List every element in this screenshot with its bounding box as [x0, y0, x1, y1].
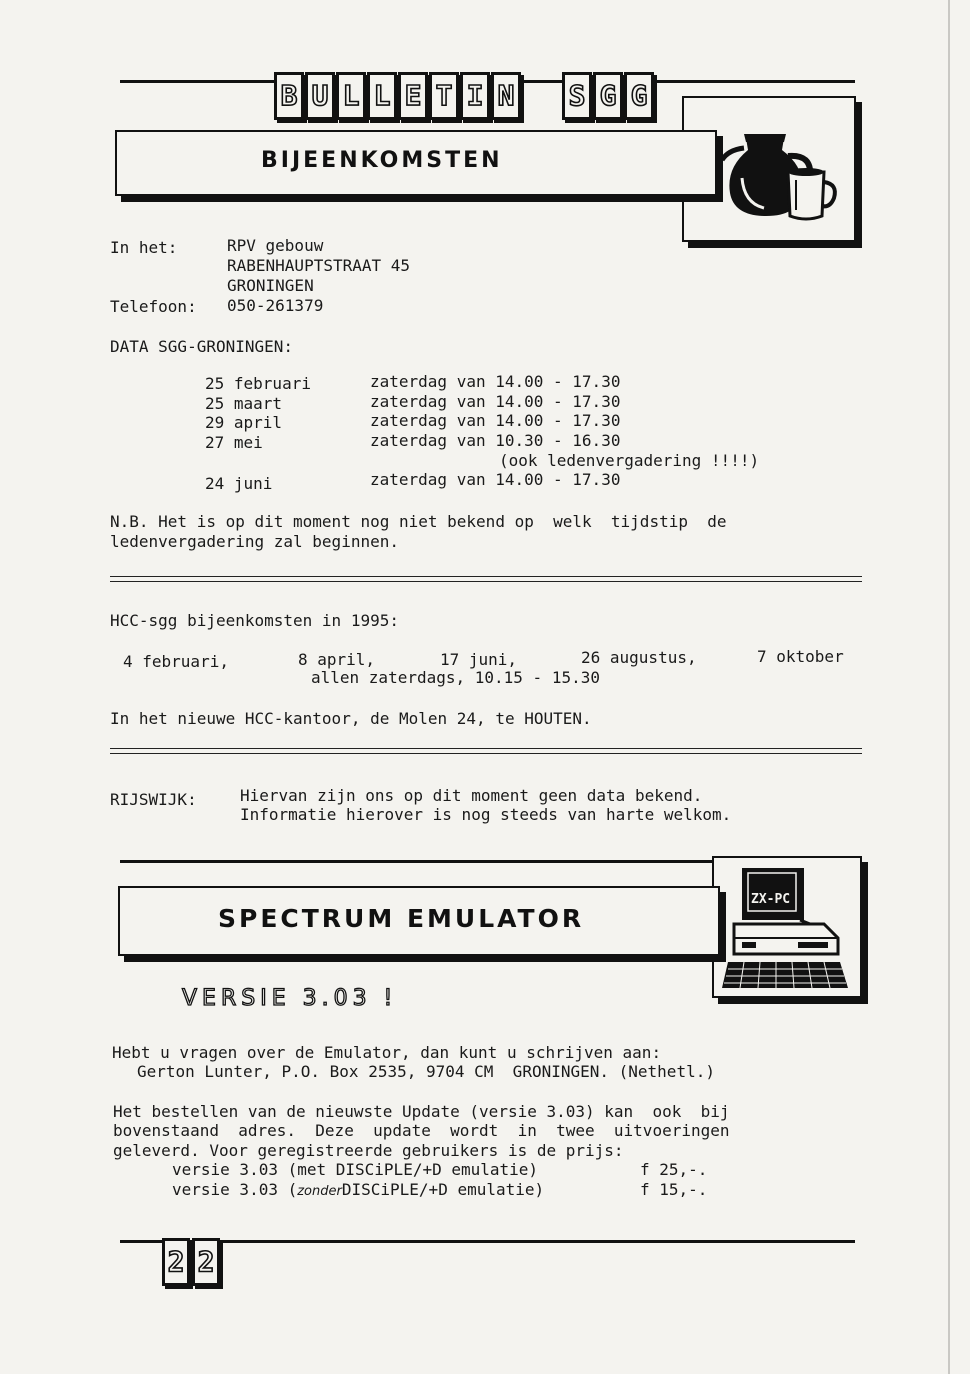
price-value: f 25,-. — [640, 1160, 708, 1179]
meeting-time: zaterdag van 14.00 - 17.30 — [370, 470, 621, 489]
location-city: GRONINGEN — [227, 276, 314, 295]
emulator-text: geleverd. Voor geregistreerde gebruikers is de prijs: — [113, 1141, 624, 1160]
page-edge — [948, 0, 950, 1374]
computer-icon — [714, 858, 860, 996]
meeting-time: zaterdag van 14.00 - 17.30 — [370, 372, 621, 391]
price-line — [172, 1180, 544, 1202]
section-heading-box — [118, 886, 720, 956]
rijswijk-label: RIJSWIJK: — [110, 790, 197, 809]
meeting-time: zaterdag van 14.00 - 17.30 — [370, 392, 621, 411]
price-line-start: versie 3.03 ( — [172, 1180, 298, 1199]
section-heading: BIJEENKOMSTEN — [261, 148, 503, 173]
price-line-end: DISCiPLE/+D emulatie) — [341, 1180, 545, 1199]
meeting-date: 25 februari — [205, 374, 311, 393]
data-heading: DATA SGG-GRONINGEN: — [110, 337, 294, 356]
nb-line: ledenvergadering zal beginnen. — [110, 532, 399, 551]
divider — [110, 576, 862, 582]
location-street: RABENHAUPTSTRAAT 45 — [227, 256, 411, 275]
emulator-text: Het bestellen van de nieuwste Update (versie 3.03) kan ook bij — [113, 1102, 730, 1121]
section-heading: SPECTRUM EMULATOR — [218, 904, 585, 933]
version-heading: VERSIE 3.03 ! — [182, 986, 398, 1011]
page-number-digit: 2 — [192, 1238, 220, 1286]
location-building: RPV gebouw — [227, 236, 324, 255]
price-line: versie 3.03 (met DISCiPLE/+D emulatie) — [172, 1160, 539, 1179]
hcc-date: 8 april, — [298, 650, 376, 669]
masthead-letter: B — [274, 72, 304, 120]
meeting-date: 25 maart — [205, 394, 283, 413]
hcc-date: 7 oktober — [757, 647, 844, 666]
hcc-title: HCC-sgg bijeenkomsten in 1995: — [110, 611, 399, 630]
masthead-org-letter: G — [624, 72, 654, 120]
rijswijk-text: Hiervan zijn ons op dit moment geen data bekend. — [240, 786, 703, 805]
page-number-digit: 2 — [162, 1238, 190, 1286]
section-heading-box — [115, 130, 717, 196]
section-rule — [120, 860, 740, 863]
price-value: f 15,-. — [640, 1180, 708, 1199]
divider — [110, 748, 862, 754]
phone-number: 050-261379 — [227, 296, 324, 315]
meeting-date: 27 mei — [205, 433, 263, 452]
handwritten-zonder: zonder — [297, 1184, 342, 1199]
masthead-letter: L — [336, 72, 366, 120]
rijswijk-text: Informatie hierover is nog steeds van harte welkom. — [240, 805, 732, 824]
masthead-org-letter: S — [562, 72, 592, 120]
meeting-time: zaterdag van 14.00 - 17.30 — [370, 411, 621, 430]
masthead-letter: L — [367, 72, 397, 120]
masthead-letter: I — [460, 72, 490, 120]
masthead-letter: U — [305, 72, 335, 120]
meeting-date: 29 april — [205, 413, 283, 432]
masthead-letter: N — [491, 72, 521, 120]
meeting-time: zaterdag van 10.30 - 16.30 — [370, 431, 621, 450]
footer-rule — [120, 1240, 855, 1243]
hcc-date: 4 februari, — [123, 652, 229, 671]
emulator-text: bovenstaand adres. Deze update wordt in twee uitvoeringen — [113, 1121, 730, 1140]
meeting-note: (ook ledenvergadering !!!!) — [499, 451, 760, 470]
hcc-date: 17 juni, — [440, 650, 518, 669]
computer-picture — [712, 856, 862, 998]
nb-line: N.B. Het is op dit moment nog niet bekend op welk tijdstip de — [110, 512, 727, 531]
masthead-org-letter: G — [593, 72, 623, 120]
hcc-date: 26 augustus, — [581, 648, 697, 667]
screen-label: ZX-PC — [751, 892, 791, 907]
hcc-times: allen zaterdags, 10.15 - 15.30 — [311, 668, 600, 687]
masthead-letter: E — [398, 72, 428, 120]
emulator-address: Gerton Lunter, P.O. Box 2535, 9704 CM GRONINGEN. (Nethetl.) — [137, 1062, 715, 1081]
masthead-letter: T — [429, 72, 459, 120]
hcc-location: In het nieuwe HCC-kantoor, de Molen 24, te HOUTEN. — [110, 709, 592, 728]
emulator-text: Hebt u vragen over de Emulator, dan kunt u schrijven aan: — [112, 1043, 662, 1062]
phone-label: Telefoon: — [110, 297, 197, 316]
meeting-date: 24 juni — [205, 474, 273, 493]
location-label: In het: — [110, 238, 178, 257]
